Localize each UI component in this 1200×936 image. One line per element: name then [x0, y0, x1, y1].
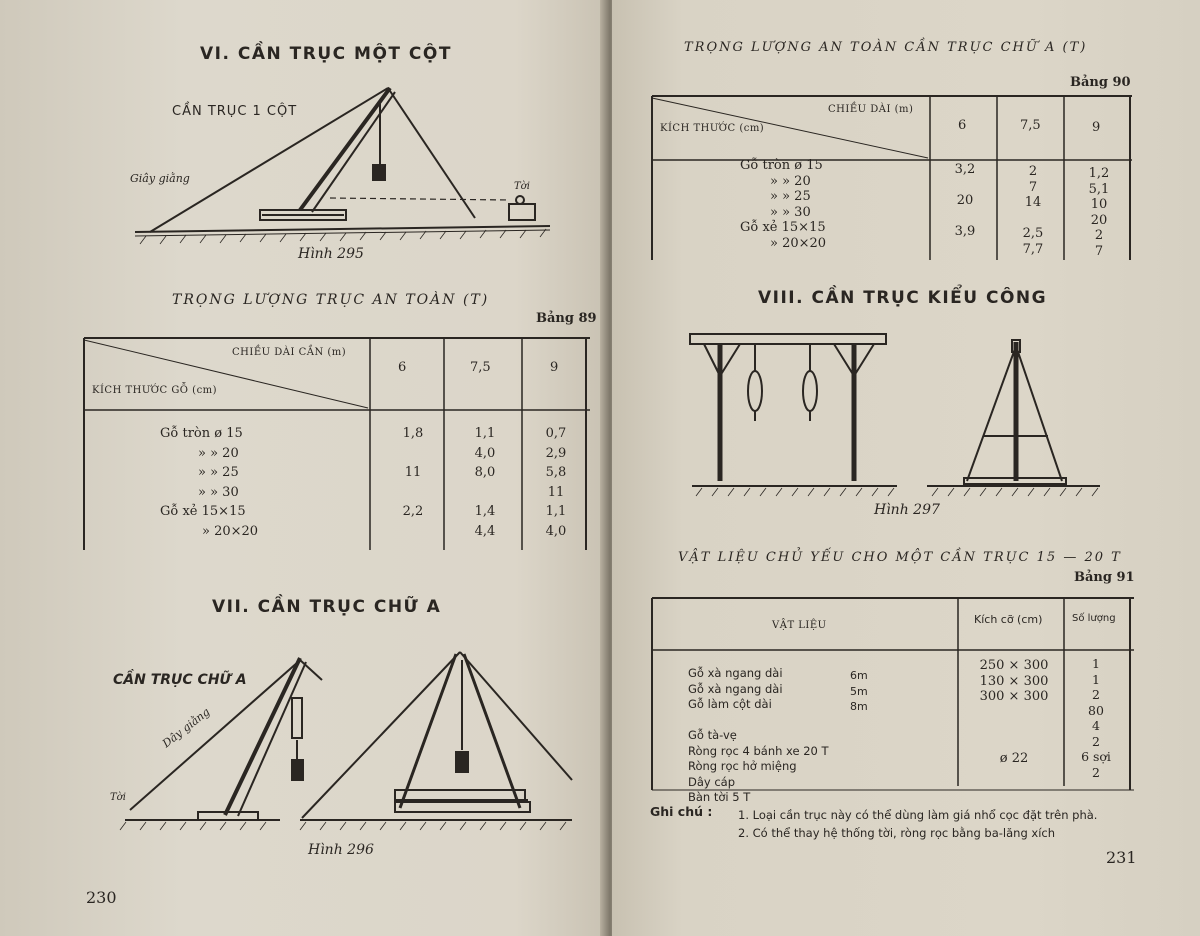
table91-col-size: Kích cỡ (cm) — [974, 613, 1043, 626]
table89-row-label: » 20×20 — [202, 523, 259, 539]
table90-cell — [942, 209, 988, 225]
table89-cell: 1,1 — [545, 504, 567, 519]
table89-cell — [390, 444, 436, 464]
table90-col-9: 9 — [1092, 120, 1101, 135]
page-number-left: 230 — [86, 888, 117, 907]
fig297-caption: Hình 297 — [874, 502, 940, 518]
table89-cell: 8,0 — [474, 465, 496, 480]
fig295-winch-label: Tời — [514, 181, 530, 192]
table91-material: Dây cáp — [688, 774, 736, 789]
table91-materials — [688, 666, 848, 806]
table89-row-label: Gỗ tròn ø 15 — [160, 426, 243, 441]
table91-size: 250 × 300 — [979, 658, 1049, 673]
note-2: 2. Có thể thay hệ thống tời, ròng rọc bằng ba-lăng xích — [738, 826, 1056, 840]
table89-cell: 2,2 — [402, 504, 424, 519]
table89-cell: 0,7 — [545, 426, 567, 441]
table89-cell: 11 — [547, 484, 565, 500]
table91-col-material: VẬT LIỆU — [772, 620, 827, 631]
table89-col-6-values — [390, 424, 436, 541]
fig296-crane-label: CẦN TRỤC CHỮ A — [113, 672, 247, 688]
table91-qty: 4 — [1092, 718, 1100, 733]
table90-cell: 7 — [1094, 243, 1104, 259]
table91-size: ø 22 — [999, 751, 1029, 766]
table89-header-bottom: KÍCH THƯỚC GỖ (cm) — [92, 385, 218, 396]
table89-title: TRỌNG LƯỢNG TRỤC AN TOÀN (T) — [172, 292, 490, 308]
table90-cell: 20 — [1090, 212, 1108, 228]
table91-material: Gỗ xà ngang dài — [688, 681, 783, 696]
notes-label: Ghi chú : — [650, 804, 713, 819]
table91-qty: 80 — [1088, 702, 1104, 718]
table91-qtys — [1068, 656, 1124, 780]
note-1: 1. Loại cần trục này có thể dùng làm giá nhổ cọc đặt trên phà. — [738, 808, 1098, 822]
table91-qty: 6 sợi — [1081, 749, 1111, 764]
table90-cell: 5,1 — [1088, 181, 1110, 197]
table90-row-label: Gỗ xẻ 15×15 — [740, 220, 826, 235]
table90-header-bottom: KÍCH THƯỚC (cm) — [660, 123, 765, 134]
table90-cell: 10 — [1090, 197, 1108, 212]
table89-row-label: Gỗ xẻ 15×15 — [160, 504, 246, 519]
table90-col-7-5-values — [1010, 164, 1056, 257]
table89-cell: 5,8 — [545, 465, 567, 480]
table90-header-top: CHIỀU DÀI (m) — [828, 104, 914, 115]
table90-cell: 7 — [1028, 179, 1038, 195]
table90-row-label: » » 30 — [770, 204, 811, 220]
section-7-title: VII. CẦN TRỤC CHỮ A — [212, 597, 442, 617]
table91-material: Gỗ tà-vẹ — [688, 728, 737, 742]
table90-col-6-values — [942, 162, 988, 255]
table89-cell: 4,0 — [474, 445, 496, 461]
table90-cell: 7,7 — [1022, 241, 1044, 257]
table89-row-label: » » 25 — [198, 465, 239, 480]
fig295-guy-label: Giây giằng — [130, 172, 190, 185]
table90-cell — [942, 240, 988, 256]
section-6-title: VI. CẦN TRỤC MỘT CỘT — [200, 44, 452, 64]
table91-length: 8m — [850, 700, 868, 713]
table90-col-9-values — [1074, 166, 1124, 259]
table91-size: 130 × 300 — [979, 673, 1049, 689]
fig295-caption: Hình 295 — [298, 246, 364, 262]
table89-cell: 11 — [404, 465, 422, 480]
page-number-right: 231 — [1106, 848, 1137, 867]
table91-material: Gỗ xà ngang dài — [688, 666, 783, 680]
table90-title: TRỌNG LƯỢNG AN TOÀN CẦN TRỤC CHỮ A (T) — [684, 40, 1088, 55]
table91-size — [968, 705, 1060, 721]
table89-cell — [390, 522, 436, 542]
table91-material — [688, 713, 848, 729]
table89-cell: 4,4 — [474, 523, 496, 539]
table90-cell: 1,2 — [1088, 166, 1110, 181]
table91-title: VẬT LIỆU CHỦ YẾU CHO MỘT CẦN TRỤC 15 — 20 T — [678, 550, 1122, 565]
table90-cell: 14 — [1024, 195, 1042, 210]
table91-number: Bảng 91 — [1074, 570, 1135, 585]
table89-col-9: 9 — [550, 360, 559, 375]
table91-qty: 1 — [1092, 656, 1100, 671]
table89-col-9-values — [532, 424, 580, 541]
table91-size — [968, 736, 1060, 752]
right-page — [612, 0, 1200, 936]
a-frame-crane-drawing — [0, 640, 606, 890]
table91-size — [968, 720, 1060, 736]
table89-row-label: » » 20 — [198, 445, 239, 461]
fig296-guy-label: Dây giằng — [160, 705, 213, 751]
gantry-crane-drawing — [612, 326, 1200, 506]
table91-material: Ròng rọc 4 bánh xe 20 T — [688, 743, 829, 758]
fig296-winch-label: Tời — [110, 792, 126, 803]
table90-col-6: 6 — [958, 118, 967, 133]
table90-number: Bảng 90 — [1070, 75, 1131, 90]
table90-cell: 20 — [956, 193, 974, 208]
table91-sizes — [968, 658, 1060, 767]
table89-cell: 1,8 — [402, 426, 424, 441]
table90-row-label: » 20×20 — [770, 235, 827, 251]
table89-cell: 2,9 — [545, 445, 567, 461]
table90-row-label: » » 25 — [770, 189, 811, 204]
table90-cell: 2 — [1028, 164, 1038, 179]
table89-row-label: » » 30 — [198, 484, 239, 500]
table89-cell: 1,4 — [474, 504, 496, 519]
table90-cell: 3,2 — [954, 162, 976, 177]
section-8-title: VIII. CẦN TRỤC KIỂU CÔNG — [758, 288, 1048, 308]
table91-qty: 2 — [1092, 687, 1100, 702]
table89-header-top: CHIỀU DÀI CẦN (m) — [232, 347, 347, 358]
table91-lengths — [850, 668, 868, 715]
table89-col-6: 6 — [398, 360, 407, 375]
table90-cell — [942, 178, 988, 194]
table90-row-labels — [740, 158, 930, 251]
table91-col-qty: Số lượng — [1072, 613, 1116, 624]
fig295-crane-label: CẦN TRỤC 1 CỘT — [172, 104, 298, 119]
table89-cell — [462, 483, 508, 503]
table90-cell: 2 — [1094, 228, 1104, 243]
table91-length: 5m — [850, 684, 868, 698]
table90-cell: 3,9 — [954, 224, 976, 239]
table89-col-7-5: 7,5 — [470, 360, 491, 375]
table89-cell — [390, 483, 436, 503]
table91-material: Gỗ làm cột dài — [688, 697, 772, 711]
table91-qty: 1 — [1092, 671, 1100, 687]
table91-length: 6m — [850, 669, 868, 682]
table91-qty: 2 — [1092, 733, 1100, 749]
table89-cell: 4,0 — [545, 523, 567, 539]
table91-material: Ròng rọc hở miệng — [688, 759, 797, 773]
table90-col-7-5: 7,5 — [1020, 118, 1041, 133]
table89-cell: 1,1 — [474, 426, 496, 441]
table91-material: Bàn tời 5 T — [688, 790, 751, 804]
table91-qty: 2 — [1092, 764, 1100, 780]
table90-row-label: » » 20 — [770, 173, 811, 189]
table89-number: Bảng 89 — [536, 311, 597, 326]
table89-row-labels — [160, 424, 370, 541]
fig296-caption: Hình 296 — [308, 842, 374, 858]
table89-col-7-5-values — [462, 424, 508, 541]
table90-row-label: Gỗ tròn ø 15 — [740, 158, 823, 173]
table90-cell: 2,5 — [1022, 226, 1044, 241]
table91-size: 300 × 300 — [979, 689, 1049, 704]
table90-cell — [1010, 211, 1056, 227]
